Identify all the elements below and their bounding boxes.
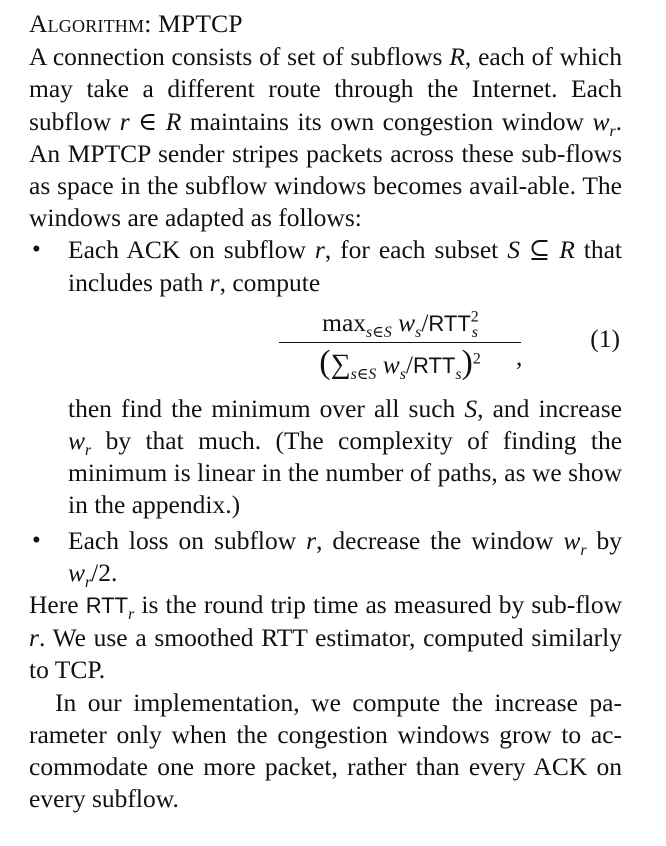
list-item-loss-rule [29, 525, 622, 589]
bullet-text: , for each subset [324, 235, 499, 265]
var-w-r: $w_r$ [68, 426, 92, 460]
var-r: r [209, 267, 220, 297]
algorithm-heading [29, 8, 622, 40]
paragraph-text: . We use a smoothed RTT estimator, computed similarly to TCP. [29, 623, 622, 685]
rtt-paragraph [29, 589, 622, 687]
bullet-marker: • [32, 236, 41, 264]
var-w-r: $w_r$ [68, 557, 92, 591]
paragraph-text: is the round trip time as measured by sub-flow [141, 590, 623, 620]
intro-text: A connection consists of set of subflows [29, 42, 443, 72]
bullet-marker: • [32, 526, 41, 554]
element-of-symbol: ∈ [138, 106, 158, 136]
intro-text: maintains its own congestion window [189, 106, 584, 136]
bullet-text: that includes path [68, 235, 622, 297]
algorithm-label: Algorithm [29, 9, 145, 38]
heading-colon: : [144, 9, 152, 38]
subset-symbol: ⊆ [528, 235, 551, 265]
bullet-text: by [596, 525, 623, 555]
var-r: r [314, 235, 325, 265]
bullet-text: then find the minimum over all such [68, 393, 456, 423]
bullet-text: , decrease the window [316, 525, 554, 555]
paragraph-text: Here [29, 590, 79, 620]
bullet-text: Each loss on subflow [68, 525, 297, 555]
equation-comma: , [516, 341, 523, 371]
intro-text: . An MPTCP sender stripes packets across these sub-flows as space in the subflow windows becomes avail-able. The windows are adapted as follows: [29, 106, 622, 233]
bullet-text: , compute [219, 267, 321, 297]
algorithm-name: MPTCP [158, 9, 243, 38]
var-S: S [464, 393, 478, 423]
fraction-denominator: ($\sum_{s\in S}$ $w_s/RTT_s)^2$ [319, 343, 481, 383]
equation-1 [68, 303, 622, 389]
var-r: r [29, 623, 39, 653]
intro-text: , each of which may take a different route through the Internet. Each subflow [29, 42, 623, 136]
var-rtt-r: $RTT_r$ [85, 593, 135, 624]
rules-list [29, 234, 622, 589]
equation-fraction [275, 303, 525, 383]
bullet-text: Each ACK on subflow [68, 235, 306, 265]
intro-paragraph [29, 41, 622, 234]
list-item-ack-rule [29, 234, 622, 521]
bullet-text: /2. [91, 557, 118, 587]
var-w-r: $w_r$ [592, 106, 616, 140]
var-R: R [165, 106, 182, 136]
bullet-text: , and increase [477, 393, 622, 423]
var-r: r [119, 106, 130, 136]
fraction-numerator: $\max_{s\in S} w_s/RTT^2_s$ [322, 307, 479, 341]
implementation-paragraph: In our implementation, we compute the increase pa-rameter only when the congestion windows grow to ac-commodate one more packet, rather than every ACK on every subflow. [29, 687, 622, 814]
equation-number: (1) [590, 323, 620, 353]
var-R: R [559, 235, 575, 265]
algorithm-section [29, 8, 622, 815]
var-r: r [306, 525, 317, 555]
bullet-text: by that much. (The complexity of finding the minimum is linear in the number of paths, as we show in the appendix.) [68, 426, 623, 520]
var-S: S [507, 235, 520, 265]
var-R: R [449, 42, 465, 72]
var-w-r: $w_r$ [563, 525, 587, 559]
